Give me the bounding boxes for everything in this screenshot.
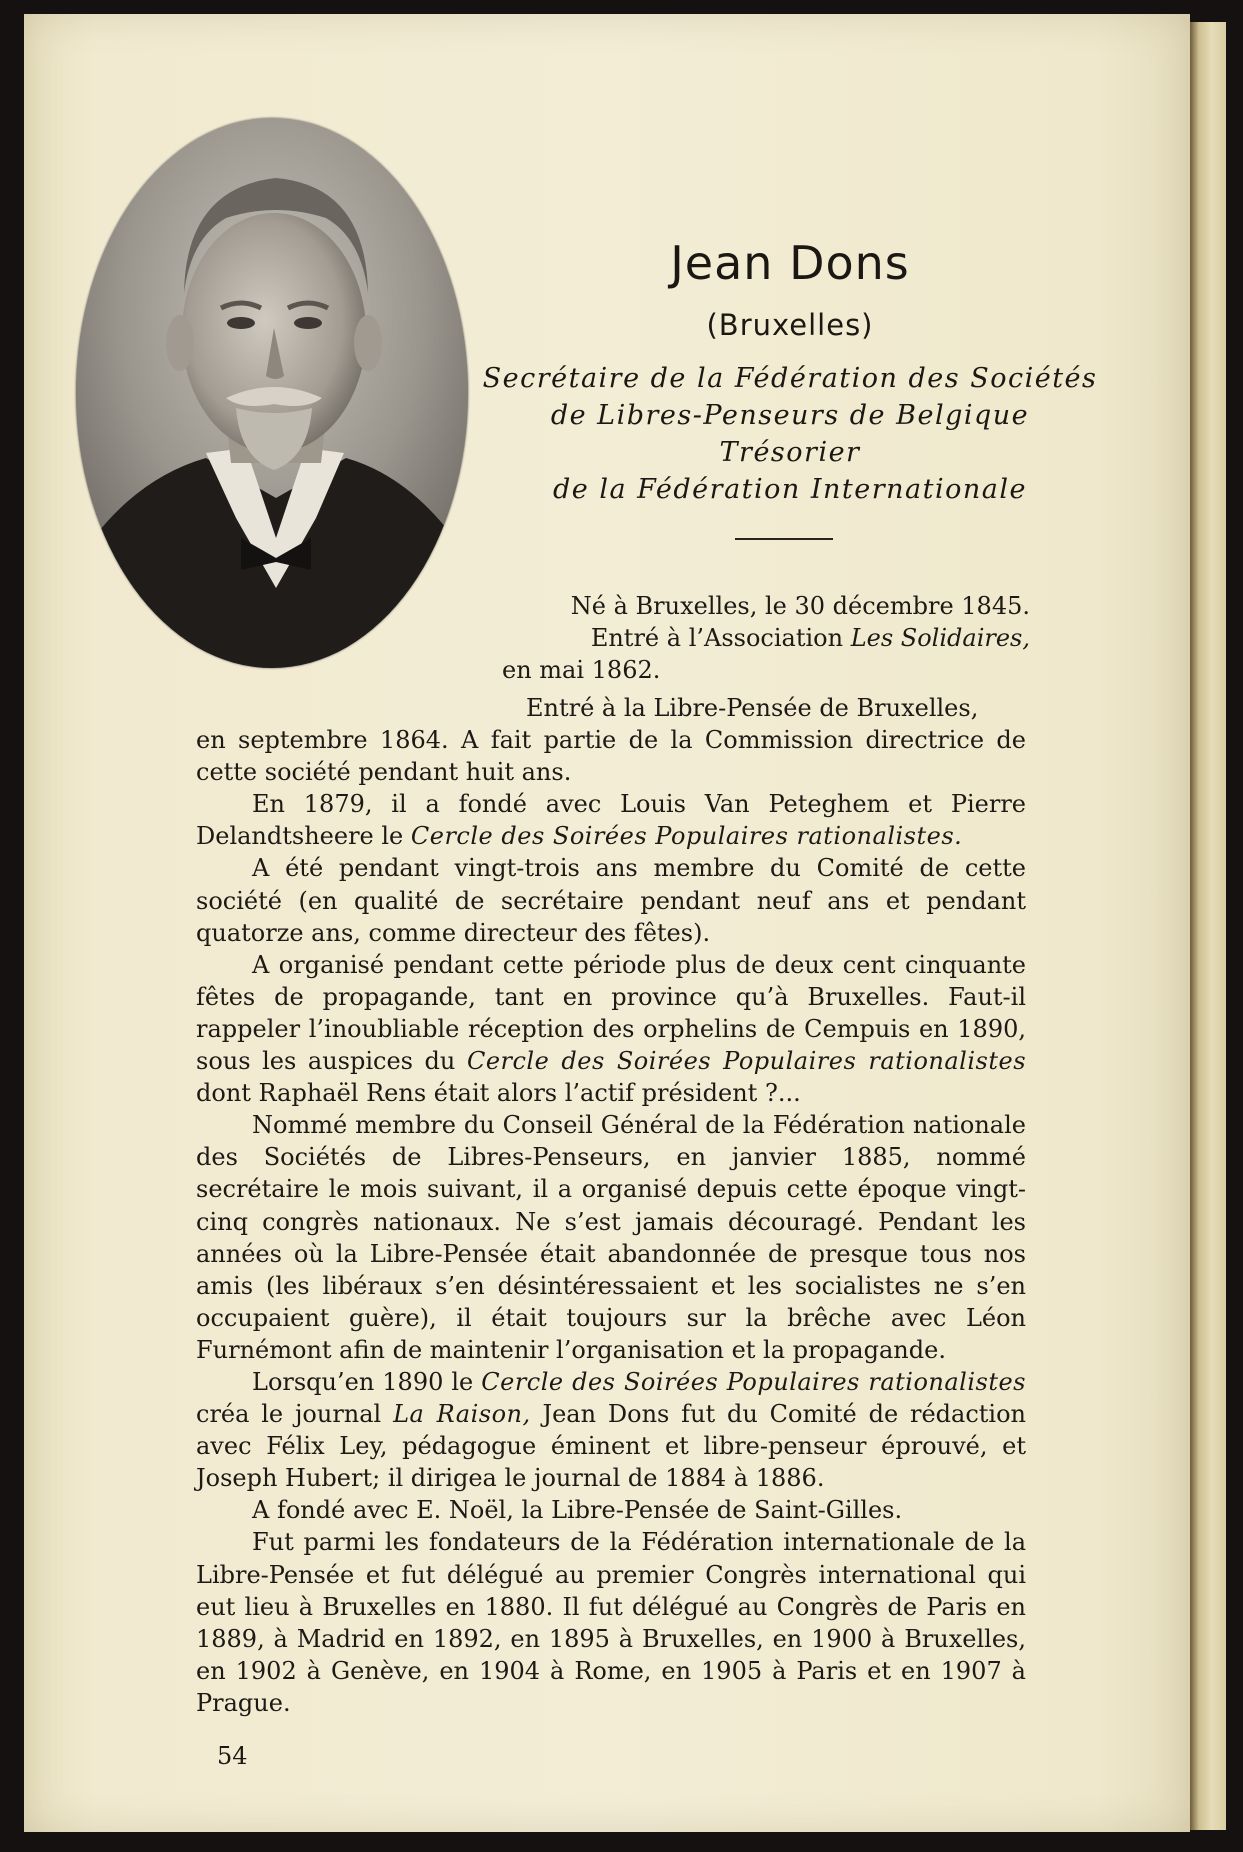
bio-paragraph: en septembre 1864. A fait partie de la Commission directrice de cette société pendant huit ans.	[196, 726, 1026, 787]
bio-entry-assoc-name: Les Solidaires,	[850, 624, 1030, 652]
bio-text-run: créa le journal	[196, 1400, 394, 1429]
role-line: Trésorier	[719, 437, 861, 468]
bio-paragraph: A été pendant vingt-trois ans membre du Comité de cette société (en qualité de secrétaire pendant neuf ans et pendant quatorze ans, comme directeur des fêtes).	[196, 854, 1026, 947]
bio-text-run: A organisé pendant cette période plus de deux cent cinquante fêtes de propagande, tant en province qu’à Bruxelles. Faut-il rappeler l’inoubliable réception des orphelins de Cempuis en 1890, sous les auspices du	[196, 950, 1026, 1076]
role-line: Secrétaire de la Fédération des Sociétés	[482, 363, 1098, 394]
bio-entry-assoc-date: en mai 1862.	[502, 656, 661, 684]
bio-paragraph	[196, 1366, 1026, 1494]
bio-text-run: En 1879, il a fondé avec Louis Van Peteghem et Pierre Delandtsheere le	[196, 790, 1026, 851]
person-roles	[470, 360, 1110, 508]
bio-title-run: Cercle des Soirées Populaires rationalistes	[481, 1367, 1026, 1396]
role-line: de Libres-Penseurs de Belgique	[550, 400, 1030, 431]
portrait-illustration	[76, 118, 468, 668]
bio-paragraph: Entré à la Libre-Pensée de Bruxelles,	[526, 694, 979, 722]
divider-rule	[735, 538, 833, 540]
bio-entry-assoc	[500, 622, 1030, 654]
page-number: 54	[217, 1742, 248, 1770]
role-line: de la Fédération Internationale	[553, 474, 1027, 505]
bio-paragraph	[196, 949, 1026, 1109]
bio-text	[196, 692, 1026, 1719]
bio-entry-assoc-text: Entré à l’Association	[590, 624, 851, 652]
bio-text-run: Lorsqu’en 1890 le	[252, 1367, 482, 1396]
bio-title-run: La Raison,	[393, 1400, 531, 1429]
portrait-photo	[76, 118, 468, 668]
bio-title-run: Cercle des Soirées Populaires rationalistes	[466, 1047, 1027, 1076]
person-name: Jean Dons	[670, 236, 910, 290]
bio-title-run: Cercle des Soirées Populaires rationalistes.	[410, 822, 963, 851]
bio-born: Né à Bruxelles, le 30 décembre 1845.	[570, 592, 1030, 620]
bio-intro	[500, 590, 1030, 686]
bio-paragraph: A fondé avec E. Noël, la Libre-Pensée de Saint-Gilles.	[252, 1496, 903, 1525]
bio-text-run: Jean Dons fut du Comité de rédaction avec Félix Ley, pédagogue éminent et libre-penseur éprouvé, et Joseph Hubert; il dirigea le journal de 1884 à 1886.	[196, 1400, 1027, 1493]
person-city: (Bruxelles)	[706, 308, 874, 342]
bio-paragraph	[196, 788, 1026, 852]
facing-page-edge	[1190, 22, 1226, 1830]
bio-text-run: dont Raphaël Rens était alors l’actif président ?...	[196, 1079, 801, 1108]
bio-paragraph: Nommé membre du Conseil Général de la Fédération nationale des Sociétés de Libres-Penseurs, en janvier 1885, nommé secrétaire le mois suivant, il a organisé depuis cette époque vingt-cinq congrès nationaux. Ne s’est jamais découragé. Pendant les années où la Libre-Pensée était abandonnée de presque tous nos amis (les libéraux s’en désintéressaient et les socialistes ne s’en occupaient guère), il était toujours sur la brêche avec Léon Furnémont afin de maintenir l’organisation et la propagande.	[196, 1111, 1026, 1364]
bio-paragraph: Fut parmi les fondateurs de la Fédération internationale de la Libre-Pensée et fut délégué au premier Congrès international qui eut lieu à Bruxelles en 1880. Il fut délégué au Congrès de Paris en 1889, à Madrid en 1892, en 1895 à Bruxelles, en 1900 à Bruxelles, en 1902 à Genève, en 1904 à Rome, en 1905 à Paris et en 1907 à Prague.	[196, 1528, 1026, 1717]
